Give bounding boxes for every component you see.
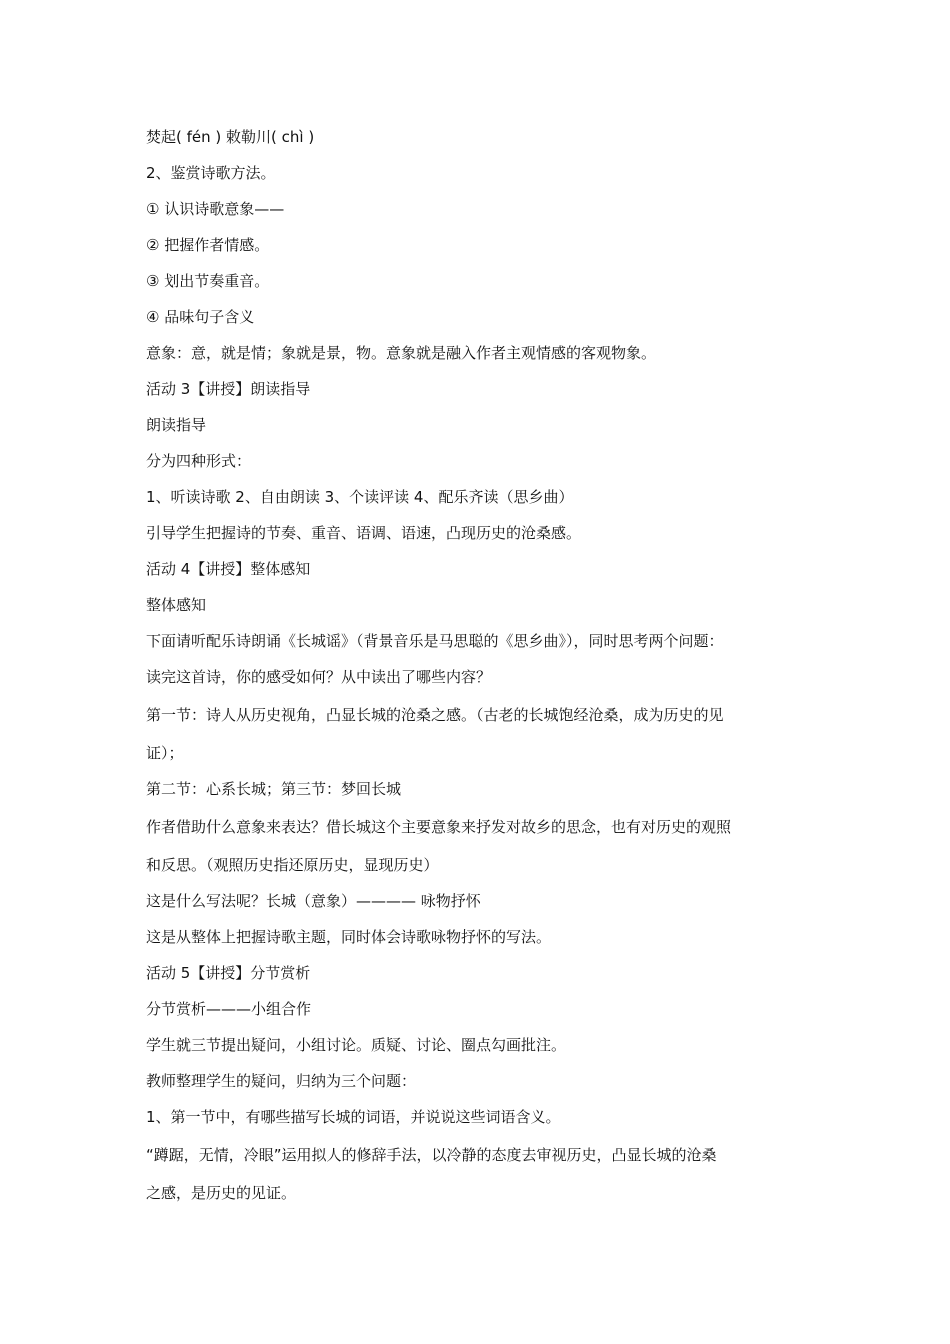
text-line: 教师整理学生的疑问，归纳为三个问题：	[146, 1072, 417, 1090]
text-line: ③ 划出节奏重音。	[146, 272, 270, 290]
activity-heading: 活动 3【讲授】朗读指导	[146, 380, 311, 398]
text-line: ② 把握作者情感。	[146, 236, 270, 254]
text-line: 焚起( fén ) 敕勒川( chì )	[146, 128, 315, 146]
text-line: 1、听读诗歌 2、自由朗读 3、个读评读 4、配乐齐读（思乡曲）	[146, 488, 574, 506]
text-line: 朗读指导	[146, 416, 207, 434]
text-line: 下面请听配乐诗朗诵《长城谣》（背景音乐是马思聪的《思乡曲》），同时思考两个问题：	[146, 632, 724, 650]
text-line: 第一节：诗人从历史视角，凸显长城的沧桑之感。（古老的长城饱经沧桑，成为历史的见	[146, 706, 724, 724]
text-line: 和反思。（观照历史指还原历史，显现历史）	[146, 856, 439, 874]
text-line: 这是什么写法呢？长城（意象）———— 咏物抒怀	[146, 892, 481, 910]
text-line: “蹲踞，无情，冷眼”运用拟人的修辞手法，以冷静的态度去审视历史，凸显长城的沧桑	[146, 1146, 717, 1164]
activity-heading: 活动 5【讲授】分节赏析	[146, 964, 311, 982]
text-line: 这是从整体上把握诗歌主题，同时体会诗歌咏物抒怀的写法。	[146, 928, 552, 946]
text-line: 意象：意，就是情；象就是景，物。意象就是融入作者主观情感的客观物象。	[146, 344, 657, 362]
text-line: 第二节：心系长城；第三节：梦回长城	[146, 780, 402, 798]
text-line: 1、第一节中，有哪些描写长城的词语，并说说这些词语含义。	[146, 1108, 561, 1126]
text-line: 之感，是历史的见证。	[146, 1184, 297, 1202]
text-line: 分为四种形式：	[146, 452, 252, 470]
text-line: ④ 品味句子含义	[146, 308, 255, 326]
text-line: 读完这首诗，你的感受如何？从中读出了哪些内容？	[146, 668, 492, 686]
text-line: 作者借助什么意象来表达？借长城这个主要意象来抒发对故乡的思念，也有对历史的观照	[146, 818, 732, 836]
text-line: ① 认识诗歌意象——	[146, 200, 285, 218]
text-line: 学生就三节提出疑问，小组讨论。质疑、讨论、圈点勾画批注。	[146, 1036, 567, 1054]
text-line: 2、鉴赏诗歌方法。	[146, 164, 276, 182]
text-line: 证）；	[146, 744, 184, 762]
text-line: 引导学生把握诗的节奏、重音、语调、语速，凸现历史的沧桑感。	[146, 524, 582, 542]
text-line: 分节赏析———小组合作	[146, 1000, 312, 1018]
text-line: 整体感知	[146, 596, 207, 614]
activity-heading: 活动 4【讲授】整体感知	[146, 560, 311, 578]
